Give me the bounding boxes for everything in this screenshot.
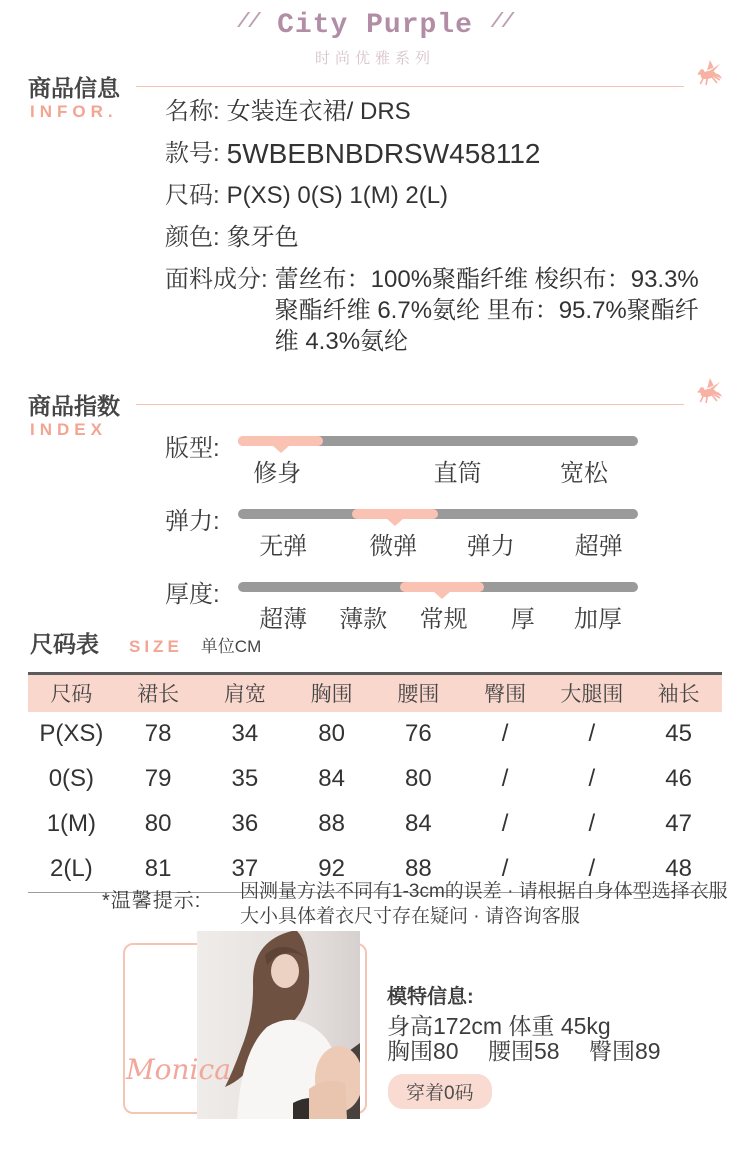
- model-size-badge: 穿着0码: [388, 1074, 492, 1109]
- column-header: 尺码: [50, 683, 93, 707]
- field-fabric: [165, 264, 710, 357]
- field-value: 蕾丝布：100%聚酯纤维 梭织布：93.3%聚酯纤维 6.7%氨纶 里布：95.7%聚酯纤维 4.3%氨纶: [274, 266, 699, 355]
- model-name: Monica: [126, 1053, 231, 1086]
- notice-line-2: 大小具体着衣尺寸存在疑问 · 请咨询客服: [240, 906, 580, 927]
- section-subtitle: INFOR.: [30, 102, 118, 121]
- field-sizes: [165, 180, 710, 211]
- slider-label: 版型:: [165, 435, 220, 462]
- field-style-number: [165, 138, 710, 169]
- slider-fit: [165, 425, 685, 487]
- table-cell: 48: [665, 855, 692, 882]
- table-cell: /: [588, 855, 596, 882]
- slider-tick-label: 厚: [510, 606, 535, 633]
- table-cell: 84: [405, 810, 432, 837]
- table-row: [28, 802, 722, 847]
- size-table-header-row: [28, 674, 722, 712]
- column-header: 胸围: [310, 683, 353, 707]
- brand-subtitle: 时尚优雅系列: [314, 50, 435, 67]
- slider-track: [238, 436, 638, 487]
- slider-fill: [352, 509, 437, 519]
- table-cell: 88: [405, 855, 432, 882]
- model-photo: [197, 931, 360, 1119]
- slider-tick-label: 常规: [419, 606, 468, 633]
- column-header: 袖长: [657, 683, 700, 707]
- table-cell: 36: [231, 810, 259, 837]
- notice-line-1: 因测量方法不同有1-3cm的误差 · 请根据自身体型选择衣服: [240, 881, 728, 902]
- table-row: [28, 757, 722, 802]
- product-info-fields: [165, 96, 710, 368]
- field-color: [165, 222, 710, 253]
- slider-ticks: [238, 526, 638, 560]
- field-value: 象牙色: [226, 224, 299, 251]
- field-label: 面料成分:: [165, 266, 268, 293]
- table-cell: 34: [231, 720, 259, 747]
- notice-text: [240, 879, 728, 929]
- pegasus-icon: [694, 59, 724, 89]
- slider-fill: [238, 436, 323, 446]
- brand-name: City Purple: [277, 10, 473, 41]
- table-cell: 80: [318, 720, 345, 747]
- field-name: [165, 96, 710, 127]
- table-row: [28, 712, 722, 757]
- slider-thickness: [165, 571, 685, 633]
- slider-notch: [386, 518, 404, 526]
- slider-tick-label: 超薄: [259, 606, 308, 633]
- table-cell: /: [501, 720, 509, 747]
- size-table-header: [30, 626, 261, 659]
- table-cell: /: [588, 720, 596, 747]
- notice-label: *温馨提示:: [102, 890, 202, 912]
- slider-notch: [272, 445, 290, 453]
- column-header: 大腿围: [560, 683, 624, 707]
- table-cell: 80: [144, 810, 172, 837]
- slider-tick-label: 薄款: [339, 606, 388, 633]
- section-header-index: [28, 391, 724, 439]
- pegasus-icon: [694, 377, 724, 407]
- table-cell: 2(L): [50, 855, 93, 882]
- table-cell: /: [501, 855, 509, 882]
- divider-line: [136, 404, 684, 405]
- field-label: 款号:: [165, 140, 220, 167]
- left-quote-mark: //: [237, 11, 260, 34]
- slider-tick-label: 修身: [253, 460, 302, 487]
- table-cell: /: [501, 810, 509, 837]
- size-table-title: 尺码表: [30, 631, 99, 657]
- table-cell: 35: [231, 765, 259, 792]
- column-header: 腰围: [397, 683, 440, 707]
- table-cell: 81: [144, 855, 172, 882]
- table-cell: /: [501, 765, 509, 792]
- section-title: 商品信息: [28, 74, 120, 101]
- slider-tick-label: 直筒: [433, 460, 482, 487]
- column-header: 裙长: [137, 683, 180, 707]
- table-cell: 84: [318, 765, 345, 792]
- field-label: 尺码:: [165, 182, 220, 209]
- table-cell: 46: [665, 765, 692, 792]
- slider-fill: [400, 582, 483, 592]
- slider-ticks: [238, 599, 638, 633]
- model-stats-line2: 胸围80 腰围58 臀围89: [387, 1038, 661, 1064]
- slider-label: 弹力:: [165, 508, 220, 535]
- size-table: [28, 672, 722, 893]
- table-cell: 76: [405, 720, 432, 747]
- slider-tick-label: 加厚: [574, 606, 622, 633]
- field-value: 5WBEBNBDRSW458112: [226, 138, 541, 169]
- table-cell: 45: [665, 720, 692, 747]
- slider-tick-label: 微弹: [369, 533, 418, 560]
- table-cell: 80: [405, 765, 432, 792]
- divider-line: [136, 86, 684, 87]
- table-cell: /: [588, 810, 596, 837]
- column-header: 臀围: [484, 683, 527, 707]
- table-cell: P(XS): [39, 720, 104, 747]
- slider-stretch: [165, 498, 685, 560]
- slider-label: 厚度:: [165, 581, 220, 608]
- slider-tick-label: 无弹: [259, 533, 308, 560]
- size-table-subtitle: SIZE: [129, 637, 183, 656]
- right-quote-mark: //: [490, 11, 513, 34]
- table-cell: 92: [318, 855, 345, 882]
- section-subtitle: INDEX: [30, 420, 107, 439]
- table-cell: /: [588, 765, 596, 792]
- brand-title: [0, 10, 750, 41]
- slider-track: [238, 509, 638, 560]
- slider-tick-label: 宽松: [560, 460, 608, 487]
- field-label: 名称:: [165, 98, 220, 125]
- table-cell: 0(S): [48, 765, 95, 792]
- table-cell: 47: [665, 810, 692, 837]
- size-table-body: [28, 712, 722, 893]
- table-cell: 1(M): [46, 810, 97, 837]
- slider-tick-label: 弹力: [466, 533, 515, 560]
- slider-ticks: [238, 453, 638, 487]
- column-header: 肩宽: [223, 683, 266, 707]
- table-cell: 37: [231, 855, 259, 882]
- field-value: P(XS) 0(S) 1(M) 2(L): [226, 182, 449, 209]
- section-title: 商品指数: [28, 392, 120, 419]
- model-info-title: 模特信息:: [387, 986, 474, 1008]
- table-cell: 88: [318, 810, 345, 837]
- slider-tick-label: 超弹: [574, 533, 623, 560]
- model-stats-line1: 身高172cm 体重 45kg: [387, 1013, 611, 1039]
- slider-notch: [433, 591, 451, 599]
- size-table-unit: 单位CM: [200, 637, 262, 656]
- brand-header: [0, 10, 750, 68]
- table-cell: 79: [144, 765, 172, 792]
- slider-track: [238, 582, 638, 633]
- table-cell: 78: [144, 720, 172, 747]
- field-value: 女装连衣裙/ DRS: [226, 98, 411, 125]
- field-label: 颜色:: [165, 224, 220, 251]
